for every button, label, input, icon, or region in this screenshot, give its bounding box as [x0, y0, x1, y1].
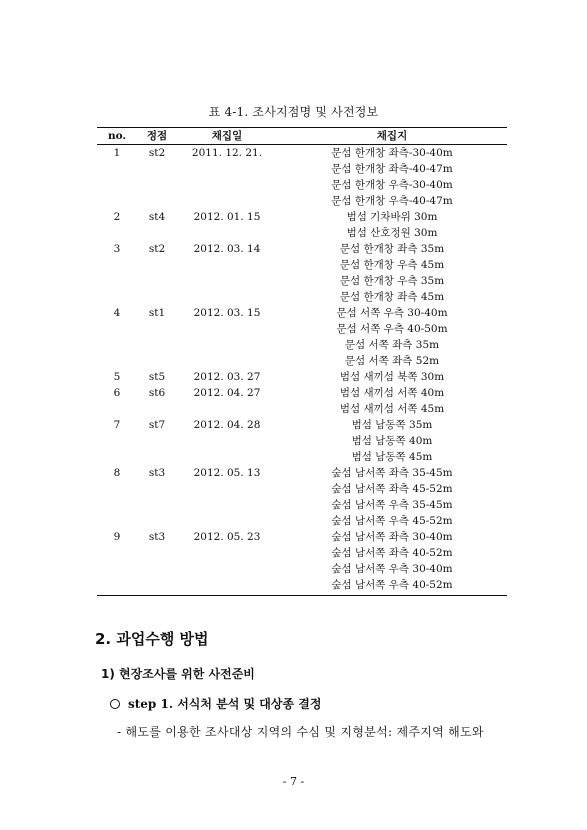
cell-site: 문섬 한개창 좌측 45m [339, 291, 445, 303]
table-row [97, 241, 507, 257]
cell-date: 2012. 04. 28 [193, 419, 261, 431]
table-row [97, 529, 507, 545]
cell-date [177, 225, 277, 241]
table-row [97, 369, 507, 385]
cell-date: 2012. 05. 13 [193, 467, 261, 479]
cell-station [137, 433, 177, 449]
cell-date: 2012. 03. 15 [193, 307, 261, 319]
table-row [97, 385, 507, 401]
table-row [97, 353, 507, 369]
cell-station [137, 225, 177, 241]
cell-no [97, 577, 137, 593]
cell-no [97, 193, 137, 209]
cell-site: 문섬 한개창 좌측 35m [339, 243, 445, 255]
cell-date [177, 321, 277, 337]
page-number: - 7 - [282, 775, 305, 788]
cell-date: 2012. 05. 23 [193, 531, 261, 543]
cell-no [97, 321, 137, 337]
cell-date [177, 177, 277, 193]
table-row [97, 545, 507, 561]
subsection-title: 1) 현장조사를 위한 사전준비 [101, 667, 255, 681]
cell-no [97, 433, 137, 449]
cell-site: 범섬 산호정원 30m [346, 227, 438, 239]
table-row [97, 513, 507, 529]
table-row [97, 305, 507, 321]
cell-station [137, 401, 177, 417]
cell-no [97, 177, 137, 193]
cell-station [137, 337, 177, 353]
table-row [97, 417, 507, 433]
table-row [97, 257, 507, 273]
cell-no [97, 401, 137, 417]
cell-site: 범섬 남동쪽 40m [351, 435, 433, 447]
cell-date [177, 561, 277, 577]
cell-no [97, 225, 137, 241]
table-row [97, 289, 507, 305]
cell-site: 문섬 한개창 좌측-40-47m [331, 163, 453, 175]
table-row [97, 161, 507, 177]
cell-station [137, 577, 177, 593]
table-row [97, 465, 507, 481]
cell-no [97, 481, 137, 497]
cell-station [137, 513, 177, 529]
cell-site: 숲섬 남서쪽 우측 30-40m [331, 563, 453, 575]
cell-date [177, 273, 277, 289]
table-row [97, 449, 507, 465]
cell-station [137, 321, 177, 337]
cell-date [177, 161, 277, 177]
cell-station [137, 177, 177, 193]
header-no: no. [107, 130, 127, 142]
cell-site: 문섬 서쪽 좌측 52m [344, 355, 440, 367]
table-row [97, 561, 507, 577]
cell-date [177, 433, 277, 449]
circle-bullet-icon [110, 699, 120, 709]
cell-no [97, 257, 137, 273]
cell-site: 문섬 한개창 우측 35m [339, 275, 445, 287]
cell-no: 4 [113, 307, 121, 319]
cell-station [137, 193, 177, 209]
cell-site: 문섬 한개창 우측-30-40m [331, 179, 453, 191]
cell-site: 문섬 서쪽 좌측 35m [344, 339, 440, 351]
table-row [97, 273, 507, 289]
cell-site: 범섬 남동쪽 45m [351, 451, 433, 463]
table-row [97, 145, 507, 161]
table-row [97, 497, 507, 513]
cell-site: 숲섬 남서쪽 좌측 45-52m [331, 483, 453, 495]
cell-station: st4 [148, 211, 166, 223]
cell-site: 문섬 한개창 우측 45m [339, 259, 445, 271]
cell-date [177, 449, 277, 465]
table-caption: 표 4-1. 조사지점명 및 사전정보 [208, 105, 379, 119]
section-title: 2. 과업수행 방법 [95, 630, 209, 648]
cell-no [97, 497, 137, 513]
cell-date [177, 257, 277, 273]
cell-station: st1 [148, 307, 166, 319]
cell-station: st2 [148, 243, 166, 255]
body-paragraph: - 해도를 이용한 조사대상 지역의 수심 및 지형분석: 제주지역 해도와 [117, 725, 484, 739]
cell-no [97, 273, 137, 289]
cell-date [177, 513, 277, 529]
cell-site: 숲섬 남서쪽 우측 45-52m [331, 515, 453, 527]
cell-station [137, 545, 177, 561]
cell-no: 6 [113, 387, 121, 399]
cell-date [177, 289, 277, 305]
table-row [97, 177, 507, 193]
cell-date [177, 545, 277, 561]
cell-site: 범섬 새끼섬 서쪽 40m [339, 387, 445, 399]
table-row [97, 401, 507, 417]
table-row [97, 321, 507, 337]
cell-station: st6 [148, 387, 166, 399]
cell-date [177, 497, 277, 513]
cell-date [177, 193, 277, 209]
cell-station [137, 289, 177, 305]
table-row [97, 209, 507, 225]
cell-no [97, 513, 137, 529]
cell-site: 문섬 한개창 좌측-30-40m [331, 147, 453, 159]
cell-date [177, 481, 277, 497]
cell-station [137, 257, 177, 273]
table-row [97, 193, 507, 209]
cell-station [137, 161, 177, 177]
cell-date [177, 577, 277, 593]
cell-no: 3 [113, 243, 121, 255]
cell-no [97, 161, 137, 177]
table-row [97, 225, 507, 241]
cell-date [177, 337, 277, 353]
header-site: 채집지 [376, 130, 408, 142]
cell-station: st5 [148, 371, 166, 383]
cell-no [97, 545, 137, 561]
cell-site: 문섬 한개창 우측-40-47m [331, 195, 453, 207]
survey-table [97, 127, 507, 596]
cell-site: 숲섬 남서쪽 좌측 35-45m [331, 467, 453, 479]
cell-station [137, 273, 177, 289]
cell-no [97, 561, 137, 577]
cell-station [137, 449, 177, 465]
table-row [97, 481, 507, 497]
cell-no: 5 [113, 371, 121, 383]
cell-site: 숲섬 남서쪽 우측 40-52m [331, 579, 453, 591]
table-row [97, 433, 507, 449]
cell-no: 7 [113, 419, 121, 431]
cell-station [137, 353, 177, 369]
table-header-row [97, 128, 507, 144]
cell-date: 2012. 01. 15 [193, 211, 261, 223]
cell-site: 범섬 새끼섬 북쪽 30m [339, 371, 445, 383]
cell-site: 범섬 새끼섬 서쪽 45m [339, 403, 445, 415]
step-heading [110, 695, 321, 712]
cell-no [97, 289, 137, 305]
step-title: step 1. 서식처 분석 및 대상종 결정 [128, 697, 322, 711]
cell-site: 숲섬 남서쪽 좌측 30-40m [331, 531, 453, 543]
cell-date [177, 353, 277, 369]
cell-station [137, 497, 177, 513]
cell-site: 숲섬 남서쪽 좌측 40-52m [331, 547, 453, 559]
cell-site: 범섬 기차바위 30m [346, 211, 438, 223]
cell-no [97, 353, 137, 369]
cell-station: st2 [148, 147, 166, 159]
table-body [97, 145, 507, 593]
cell-no: 2 [113, 211, 121, 223]
cell-no: 1 [113, 147, 121, 159]
cell-station: st7 [148, 419, 166, 431]
table-bottom-rule [97, 595, 507, 596]
cell-no [97, 449, 137, 465]
cell-no: 8 [113, 467, 121, 479]
cell-station: st3 [148, 467, 166, 479]
cell-site: 숲섬 남서쪽 우측 35-45m [331, 499, 453, 511]
cell-site: 문섬 서쪽 우측 30-40m [336, 307, 448, 319]
cell-no: 9 [113, 531, 121, 543]
table-row [97, 337, 507, 353]
header-date: 채집일 [211, 130, 243, 142]
cell-station [137, 481, 177, 497]
cell-no [97, 337, 137, 353]
cell-station [137, 561, 177, 577]
cell-site: 범섬 남동쪽 35m [351, 419, 433, 431]
cell-date: 2012. 03. 27 [193, 371, 261, 383]
cell-date: 2012. 04. 27 [193, 387, 261, 399]
cell-site: 문섬 서쪽 우측 40-50m [336, 323, 448, 335]
header-station: 정점 [146, 130, 168, 142]
cell-station: st3 [148, 531, 166, 543]
cell-date [177, 401, 277, 417]
cell-date: 2011. 12. 21. [191, 147, 263, 159]
table-row [97, 577, 507, 593]
cell-date: 2012. 03. 14 [193, 243, 261, 255]
